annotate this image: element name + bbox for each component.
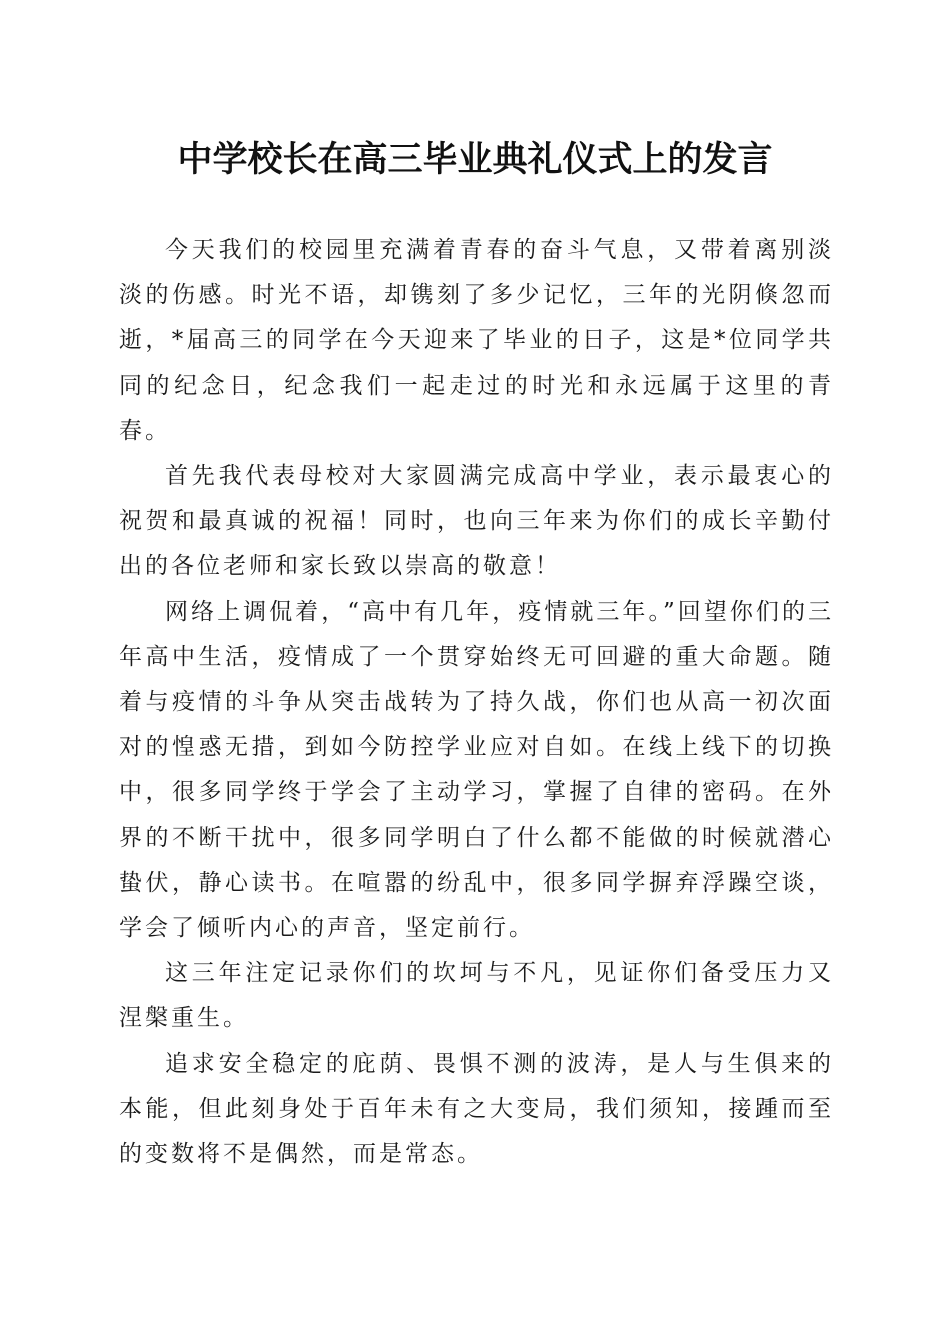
paragraph-5: 追求安全稳定的庇荫、畏惧不测的波涛，是人与生俱来的本能，但此刻身处于百年未有之大变局，我们须知，接踵而至的变数将不是偶然，而是常态。 [119,1050,834,1168]
paragraph-4: 这三年注定记录你们的坎坷与不凡，见证你们备受压力又涅槃重生。 [119,960,834,1032]
document-title: 中学校长在高三毕业典礼仪式上的发言 [177,139,773,180]
paragraph-3: 网络上调侃着，“高中有几年，疫情就三年。”回望你们的三年高中生活，疫情成了一个贯穿始终无可回避的重大命题。随着与疫情的斗争从突击战转为了持久战，你们也从高一初次面对的惶惑无措，到如今防控学业应对自如。在线上线下的切换中，很多同学终于学会了主动学习，掌握了自律的密码。在外界的不断干扰中，很多同学明白了什么都不能做的时候就潜心蛰伏，静心读书。在喧嚣的纷乱中，很多同学摒弃浮躁空谈，学会了倾听内心的声音，坚定前行。 [119,598,834,942]
document-body [119,228,834,1177]
paragraph-1: 今天我们的校园里充满着青春的奋斗气息，又带着离别淡淡的伤感。时光不语，却镌刻了多少记忆，三年的光阴倏忽而逝，*届高三的同学在今天迎来了毕业的日子，这是*位同学共同的纪念日，纪念我们一起走过的时光和永远属于这里的青春。 [119,237,834,444]
paragraph-2: 首先我代表母校对大家圆满完成高中学业，表示最衷心的祝贺和最真诚的祝福！同时，也向三年来为你们的成长辛勤付出的各位老师和家长致以崇高的敬意！ [119,463,834,580]
